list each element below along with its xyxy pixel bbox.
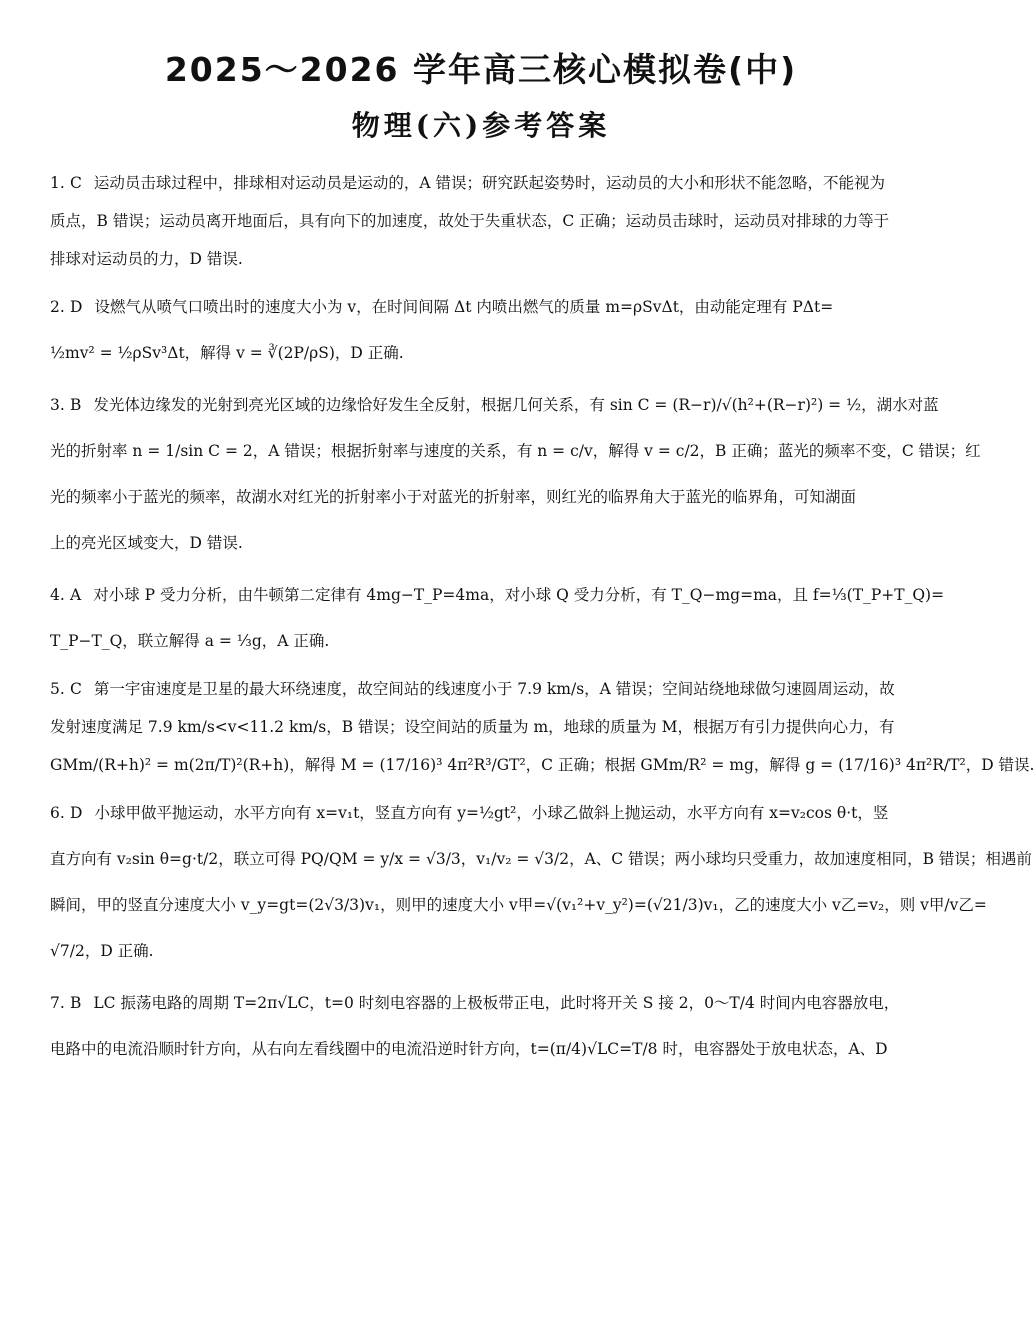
question-number: 7. <box>50 994 65 1012</box>
answer-choice: D <box>70 804 83 822</box>
explanation-line: 小球甲做平抛运动，水平方向有 x=v₁t，竖直方向有 y=½gt²，小球乙做斜上抛运动，水平方向有 x=v₂cos θ·t，竖 <box>94 804 889 822</box>
answer-choice: D <box>70 298 83 316</box>
explanation-line: 设燃气从喷气口喷出时的速度大小为 v，在时间间隔 Δt 内喷出燃气的质量 m=ρSvΔt，由动能定理有 PΔt= <box>94 298 834 316</box>
explanation-line: 上的亮光区域变大，D 错误. <box>50 534 243 552</box>
explanation-line: 发光体边缘发的光射到亮光区域的边缘恰好发生全反射，根据几何关系，有 sin C = (R−r)/√(h²+(R−r)²) = ½，湖水对蓝 <box>93 396 939 414</box>
explanation-line: ½mv² = ½ρSv³Δt，解得 v = ∛(2P/ρS)，D 正确. <box>50 344 404 362</box>
answer-item-3 <box>50 382 981 566</box>
explanation-line: 瞬间，甲的竖直分速度大小 v_y=gt=(2√3/3)v₁，则甲的速度大小 v甲=√(v₁²+v_y²)=(√21/3)v₁，乙的速度大小 v乙=v₂，则 v甲/v乙= <box>50 896 987 914</box>
explanation-line: LC 振荡电路的周期 T=2π√LC，t=0 时刻电容器的上极板带正电，此时将开关 S 接 2，0～T/4 时间内电容器放电， <box>93 994 900 1012</box>
explanation-line: 光的频率小于蓝光的频率，故湖水对红光的折射率小于对蓝光的折射率，则红光的临界角大于蓝光的临界角，可知湖面 <box>50 488 857 506</box>
answer-item-6 <box>50 790 1032 974</box>
explanation-line: T_P−T_Q，联立解得 a = ⅓g，A 正确. <box>50 632 330 650</box>
answer-item-4 <box>50 572 945 664</box>
explanation-line: 运动员击球过程中，排球相对运动员是运动的，A 错误；研究跃起姿势时，运动员的大小和形状不能忽略，不能视为 <box>93 174 885 192</box>
question-number: 2. <box>50 298 65 316</box>
answer-choice: B <box>70 994 82 1012</box>
question-number: 5. <box>50 680 65 698</box>
explanation-line: 排球对运动员的力，D 错误. <box>50 250 243 268</box>
explanation-line: 直方向有 v₂sin θ=g·t/2，联立可得 PQ/QM = y/x = √3/3，v₁/v₂ = √3/2，A、C 错误；两小球均只受重力，故加速度相同，B 错误；相遇前 <box>50 850 1032 868</box>
explanation-line: √7/2，D 正确. <box>50 942 154 960</box>
explanation-line: 质点，B 错误；运动员离开地面后，具有向下的加速度，故处于失重状态，C 正确；运动员击球时，运动员对排球的力等于 <box>50 212 890 230</box>
explanation-line: GMm/(R+h)² = m(2π/T)²(R+h)，解得 M = (17/16)³ 4π²R³/GT²，C 正确；根据 GMm/R² = mg，解得 g = (17/16)³ 4π²R/T²，D 错误. <box>50 756 1034 774</box>
answer-item-7 <box>50 980 912 1072</box>
document-title: 2025～2026 学年高三核心模拟卷(中) <box>164 50 798 89</box>
document-subtitle: 物理(六)参考答案 <box>351 109 611 142</box>
answer-choice: B <box>70 396 82 414</box>
question-number: 6. <box>50 804 65 822</box>
answer-choice: A <box>70 586 82 604</box>
explanation-line: 电路中的电流沿顺时针方向，从右向左看线圈中的电流沿逆时针方向，t=(π/4)√LC=T/8 时，电容器处于放电状态，A、D <box>50 1040 888 1058</box>
question-number: 3. <box>50 396 65 414</box>
explanation-line: 对小球 P 受力分析，由牛顿第二定律有 4mg−T_P=4ma，对小球 Q 受力分析，有 T_Q−mg=ma，且 f=⅓(T_P+T_Q)= <box>93 586 945 604</box>
question-number: 4. <box>50 586 65 604</box>
explanation-line: 光的折射率 n = 1/sin C = 2，A 错误；根据折射率与速度的关系，有 n = c/v，解得 v = c/2，B 正确；蓝光的频率不变，C 错误；红 <box>50 442 981 460</box>
explanation-line: 发射速度满足 7.9 km/s<v<11.2 km/s，B 错误；设空间站的质量为 m，地球的质量为 M，根据万有引力提供向心力，有 <box>50 718 895 736</box>
answer-choice: C <box>70 174 82 192</box>
answer-item-1 <box>50 164 912 278</box>
answer-choice: C <box>70 680 82 698</box>
answer-list <box>50 164 1034 1072</box>
question-number: 1. <box>50 174 65 192</box>
explanation-line: 第一宇宙速度是卫星的最大环绕速度，故空间站的线速度小于 7.9 km/s，A 错误；空间站绕地球做匀速圆周运动，故 <box>93 680 895 698</box>
answer-item-2 <box>50 284 912 376</box>
answer-item-5 <box>50 670 1034 784</box>
